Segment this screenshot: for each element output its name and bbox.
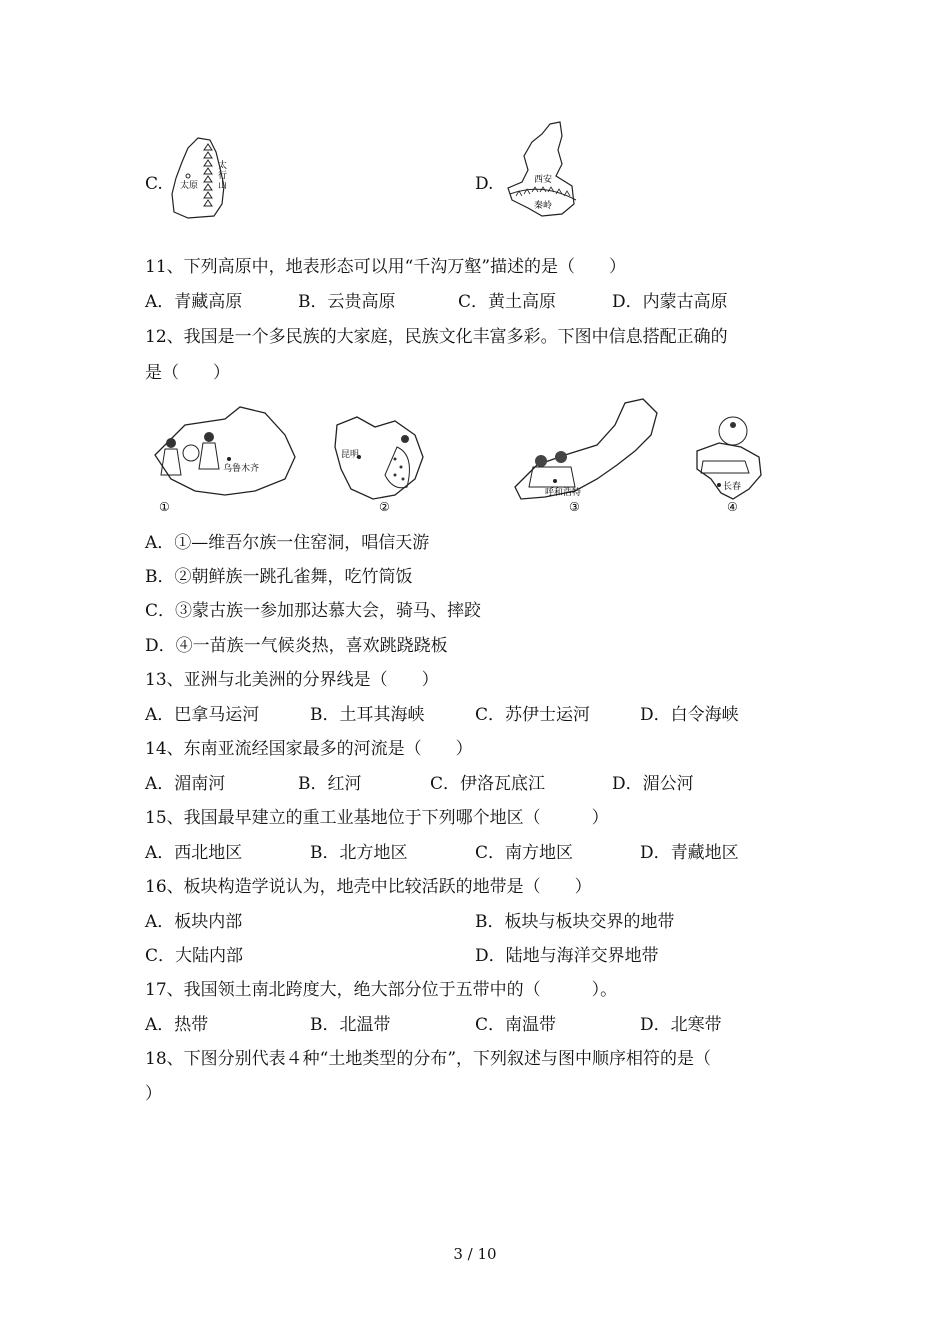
q14-option-a: A．湄南河 [145,774,226,794]
q14-option-d: D．湄公河 [612,774,694,794]
ethnic-groups-figure [145,395,765,520]
map-label-tai: 太 [218,161,228,171]
panel-3-inner-mongolia [515,399,657,514]
option-d-label: D. [475,174,494,194]
q14-option-b: B．红河 [298,774,362,794]
q14-stem: 14、东南亚流经国家最多的河流是（ ） [145,739,473,759]
q15-option-c: C．南方地区 [475,843,574,863]
q17-option-c: C．南温带 [475,1015,557,1035]
q15-option-b: B．北方地区 [310,843,408,863]
q11-option-c: C．黄土高原 [458,292,557,312]
q15-option-d: D．青藏地区 [640,843,739,863]
shanxi-map-figure [168,134,238,220]
q16-option-a: A．板块内部 [145,912,243,932]
page-number: 3 / 10 [453,1245,497,1263]
q12-stem-line2: 是（ ） [145,363,230,383]
q17-stem: 17、我国领土南北跨度大，绝大部分位于五带中的（ ）。 [145,980,618,1000]
label-panel-2: ② [379,500,390,514]
label-hohhot: 呼和浩特 [545,488,582,498]
shaanxi-map-figure [502,120,582,220]
q15-stem: 15、我国最早建立的重工业基地位于下列哪个地区（ ） [145,808,609,828]
label-panel-3: ③ [569,500,580,514]
q11-stem: 11、下列高原中，地表形态可以用“千沟万壑”描述的是（ ） [145,257,627,277]
q13-option-c: C．苏伊士运河 [475,705,591,725]
q17-option-a: A．热带 [145,1015,209,1035]
q12-option-a: A．①—维吾尔族一住窑洞，唱信天游 [145,533,430,553]
label-urumqi: 乌鲁木齐 [223,464,260,474]
q11-option-a: A．青藏高原 [145,292,243,312]
q12-option-c: C．③蒙古族一参加那达慕大会，骑马、摔跤 [145,601,482,621]
label-panel-4: ④ [727,500,738,514]
label-kunming: 昆明 [341,450,360,460]
q15-option-a: A．西北地区 [145,843,243,863]
q12-stem-line1: 12、我国是一个多民族的大家庭，民族文化丰富多彩。下图中信息搭配正确的 [145,327,728,347]
label-panel-1: ① [159,500,170,514]
panel-1-xinjiang [155,407,295,514]
panel-4-jilin [697,417,761,514]
q13-option-a: A．巴拿马运河 [145,705,260,725]
q11-option-b: B．云贵高原 [298,292,396,312]
q16-option-b: B．板块与板块交界的地带 [475,912,675,932]
panel-2-yunnan [335,417,423,514]
q12-option-d: D．④一苗族一气候炎热，喜欢跳跷跷板 [145,636,448,656]
q16-stem: 16、板块构造学说认为，地壳中比较活跃的地带是（ ） [145,877,592,897]
q14-option-c: C．伊洛瓦底江 [430,774,546,794]
map-label-taiyuan: 太原 [180,181,199,191]
map-label-qinling: 秦岭 [534,201,553,211]
q16-option-d: D．陆地与海洋交界地带 [475,946,659,966]
q16-option-c: C．大陆内部 [145,946,244,966]
q18-stem-line2: ） [145,1084,162,1104]
q13-stem: 13、亚洲与北美洲的分界线是（ ） [145,670,439,690]
q17-option-d: D．北寒带 [640,1015,722,1035]
option-c-label: C. [145,174,163,194]
label-changchun: 长春 [723,482,742,492]
q13-option-b: B．土耳其海峡 [310,705,425,725]
q12-option-b: B．②朝鲜族一跳孔雀舞，吃竹筒饭 [145,567,413,587]
map-label-xing: 行 [218,171,228,181]
q13-option-d: D．白令海峡 [640,705,739,725]
q17-option-b: B．北温带 [310,1015,391,1035]
q11-option-d: D．内蒙古高原 [612,292,728,312]
map-label-shan: 山 [218,181,228,191]
q18-stem-line1: 18、下图分别代表４种“土地类型的分布”，下列叙述与图中顺序相符的是（ [145,1049,712,1069]
map-label-xian: 西安 [534,175,553,185]
